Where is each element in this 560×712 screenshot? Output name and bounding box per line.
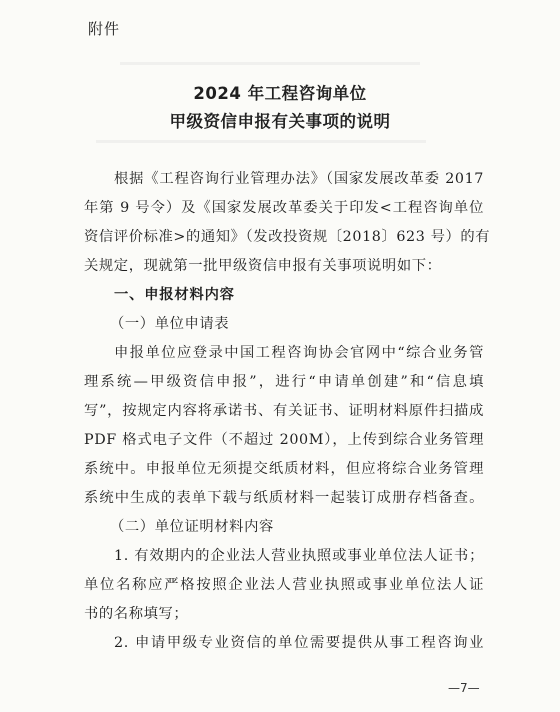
body-line: 理系统—甲级资信申报”，进行“申请单创建”和“信息填 — [84, 374, 484, 390]
document-title-line-1: 2024 年工程咨询单位 — [193, 84, 367, 103]
intro-line: 关规定，现就第一批甲级资信申报有关事项说明如下： — [84, 258, 442, 274]
page-number: —7— — [448, 681, 480, 695]
body-line: PDF 格式电子文件（不超过 200M），上传到综合业务管理 — [84, 432, 484, 448]
document-title-line-2: 甲级资信申报有关事项的说明 — [169, 112, 391, 131]
bleed-through-mark — [120, 62, 420, 65]
intro-line: 资信评价标准>的通知》（发改投资规〔2018〕623 号）的有 — [84, 229, 491, 245]
body-line: 写”，按规定内容将承诺书、有关证书、证明材料原件扫描成 — [84, 403, 484, 419]
bleed-through-mark — [96, 140, 426, 143]
body-line: 申报单位应登录中国工程咨询协会官网中“综合业务管 — [114, 345, 484, 361]
attachment-label: 附件 — [88, 20, 121, 38]
body-line: 系统中。申报单位无须提交纸质材料，但应将综合业务管理 — [84, 461, 484, 477]
subsection-heading: （二）单位证明材料内容 — [110, 519, 274, 535]
body-line: 书的名称填写； — [84, 606, 189, 622]
subsection-heading: （一）单位申请表 — [110, 316, 230, 332]
intro-line: 年第 9 号令）及《国家发展改革委关于印发<工程咨询单位 — [84, 200, 484, 216]
body-line: 系统中生成的表单下载与纸质材料一起装订成册存档备查。 — [84, 490, 484, 506]
body-line: 1. 有效期内的企业法人营业执照或事业单位法人证书； — [114, 548, 484, 564]
intro-line: 根据《工程咨询行业管理办法》（国家发展改革委 2017 — [114, 171, 484, 187]
section-heading: 一、申报材料内容 — [114, 287, 235, 303]
body-line: 单位名称应严格按照企业法人营业执照或事业单位法人证 — [84, 577, 484, 593]
body-line: 2. 申请甲级专业资信的单位需要提供从事工程咨询业 — [114, 635, 484, 651]
